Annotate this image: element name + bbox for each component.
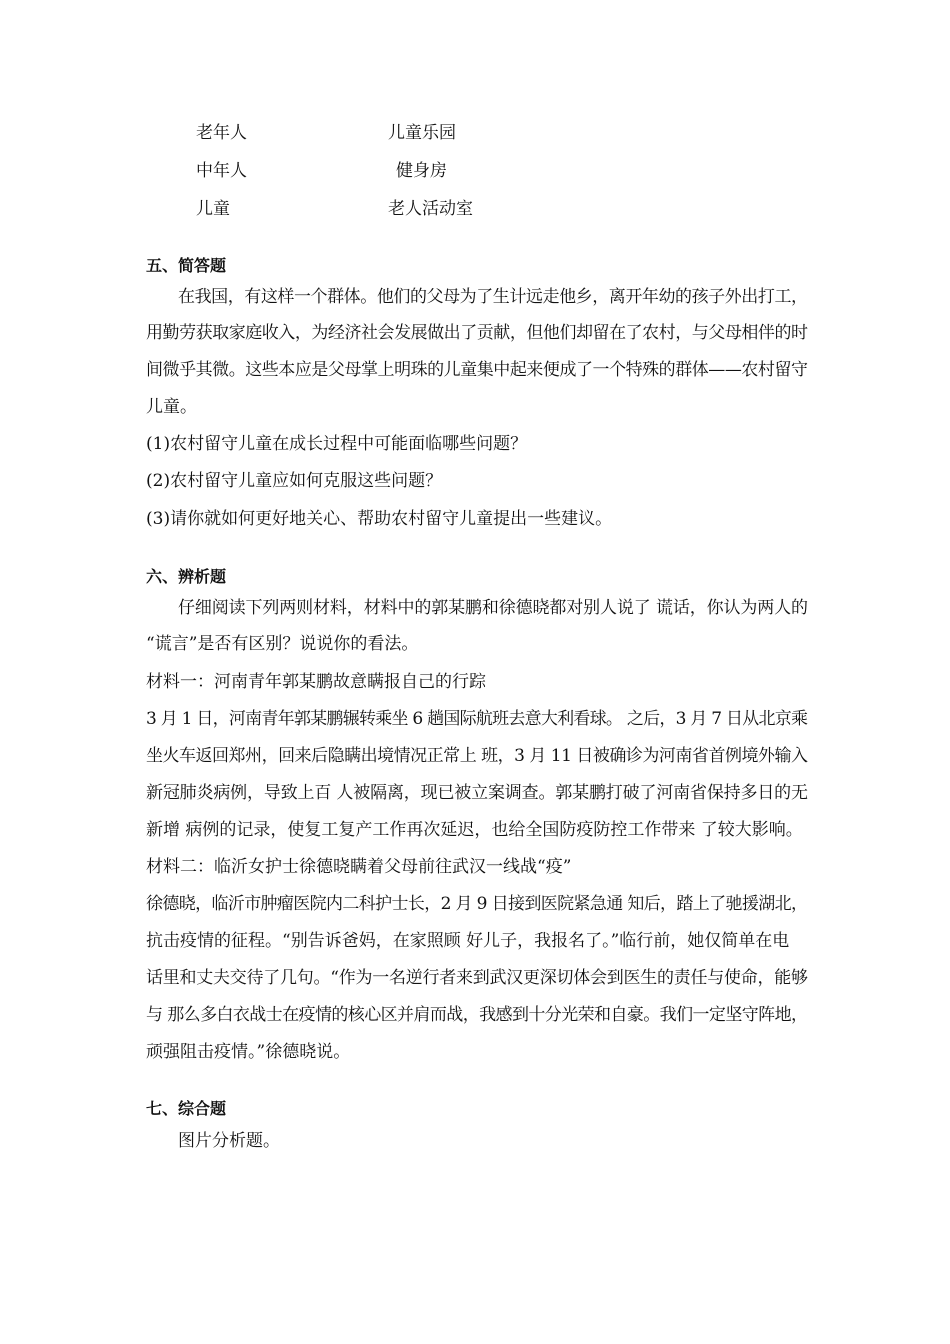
match-right-item: 儿童乐园: [388, 123, 456, 143]
section-heading: 五、简答题: [146, 256, 227, 275]
match-left-item: 老年人: [196, 123, 247, 143]
match-left-item: 中年人: [196, 161, 247, 181]
paragraph-line: 3 月 1 日，河南青年郭某鹏辗转乘坐 6 趟国际航班去意大利看球。 之后，3 月 7 日从北京乘: [146, 709, 808, 729]
paragraph-line: 在我国，有这样一个群体。他们的父母为了生计远走他乡，离开年幼的孩子外出打工，: [178, 287, 808, 307]
section-heading: 六、辨析题: [146, 567, 227, 586]
paragraph-line: 坐火车返回郑州，回来后隐瞒出境情况正常上 班，3 月 11 日被确诊为河南省首例境外输入: [146, 746, 808, 766]
paragraph-line: 用勤劳获取家庭收入，为经济社会发展做出了贡献，但他们却留在了农村，与父母相伴的时: [146, 323, 808, 343]
paragraph-line: 间微乎其微。这些本应是父母掌上明珠的儿童集中起来便成了一个特殊的群体——农村留守: [146, 360, 808, 380]
section-heading: 七、综合题: [146, 1099, 227, 1118]
paragraph-line: 顽强阻击疫情。”徐德晓说。: [146, 1042, 351, 1062]
paragraph-line: 新增 病例的记录，使复工复产工作再次延迟，也给全国防疫防控工作带来 了较大影响。: [146, 820, 803, 840]
material-title: 材料二：临沂女护士徐德晓瞒着父母前往武汉一线战“疫”: [146, 857, 572, 877]
match-right-item: 老人活动室: [388, 199, 473, 219]
question-line: (3)请你就如何更好地关心、帮助农村留守儿童提出一些建议。: [146, 509, 613, 529]
match-right-item: 健身房: [396, 161, 447, 181]
paragraph-line: 话里和丈夫交待了几句。“作为一名逆行者来到武汉更深切体会到医生的责任与使命，能够: [146, 968, 808, 988]
question-line: (2)农村留守儿童应如何克服这些问题？: [146, 471, 443, 491]
match-left-item: 儿童: [196, 199, 230, 219]
material-title: 材料一：河南青年郭某鹏故意瞒报自己的行踪: [146, 672, 486, 692]
paragraph-line: “谎言”是否有区别？说说你的看法。: [146, 634, 419, 654]
question-line: (1)农村留守儿童在成长过程中可能面临哪些问题？: [146, 434, 528, 454]
paragraph-line: 抗击疫情的征程。“别告诉爸妈，在家照顾 好儿子，我报名了。”临行前，她仅简单在电: [146, 931, 790, 951]
paragraph-line: 与 那么多白衣战士在疫情的核心区并肩而战，我感到十分光荣和自豪。我们一定坚守阵地，: [146, 1005, 808, 1025]
paragraph-line: 新冠肺炎病例，导致上百 人被隔离，现已被立案调查。郭某鹏打破了河南省保持多日的无: [146, 783, 808, 803]
paragraph-line: 仔细阅读下列两则材料，材料中的郭某鹏和徐德晓都对别人说了 谎话，你认为两人的: [178, 598, 808, 618]
paragraph-line: 儿童。: [146, 397, 197, 417]
paragraph-line: 徐德晓，临沂市肿瘤医院内二科护士长，2 月 9 日接到医院紧急通 知后，踏上了驰援湖北，: [146, 894, 808, 914]
paragraph-line: 图片分析题。: [178, 1131, 280, 1151]
